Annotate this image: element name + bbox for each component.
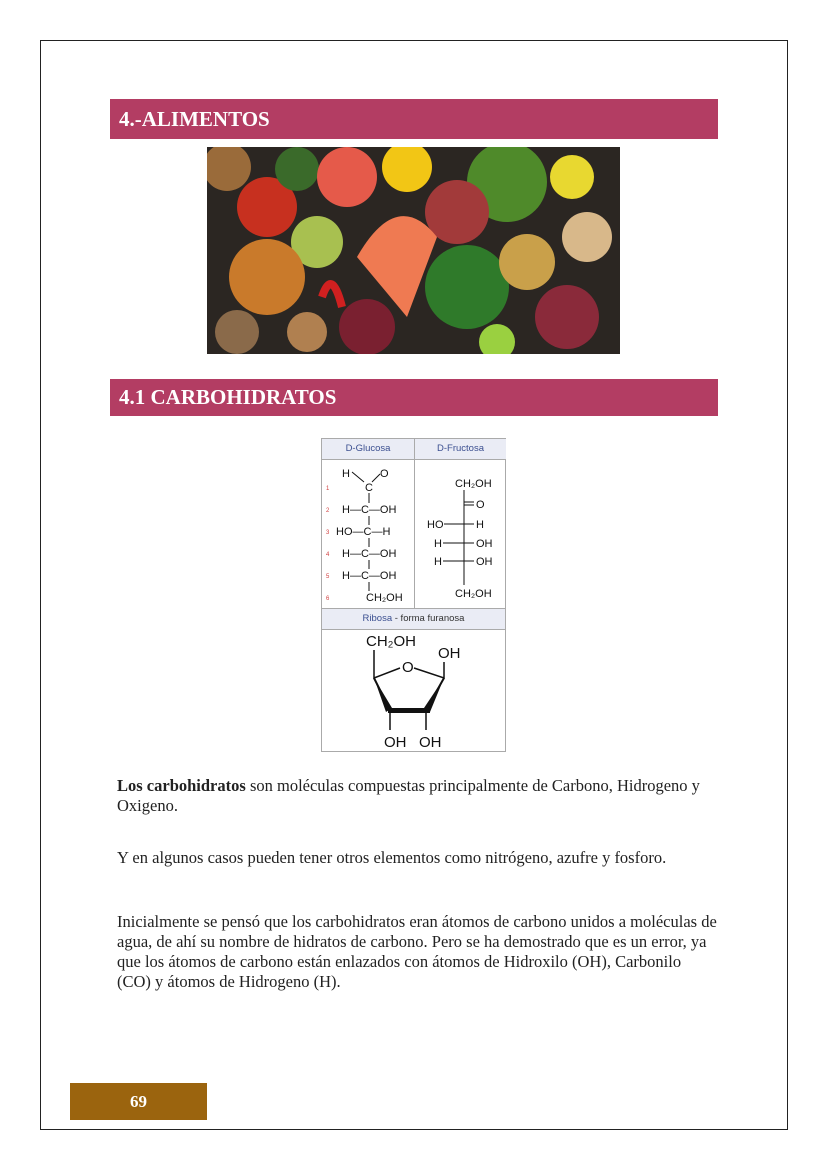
fructose-atom: H: [476, 519, 484, 531]
section-heading: 4.-ALIMENTOS: [110, 99, 718, 139]
glucose-atom: C: [365, 482, 373, 494]
glucose-fructose-structures: [322, 460, 505, 608]
ribose-label: CH₂OH: [366, 633, 416, 650]
subsection-heading: 4.1 CARBOHIDRATOS: [110, 379, 718, 416]
fructose-atom: HO: [427, 519, 444, 531]
ribose-header-name: Ribosa: [362, 613, 393, 624]
fructose-atom: OH: [476, 538, 493, 550]
fructose-header: D-Fructosa: [415, 439, 506, 460]
ribose-label: OH: [419, 734, 442, 751]
ribose-header-suffix: - forma furanosa: [392, 613, 465, 624]
glucose-row: H—C—OH: [342, 504, 397, 516]
fructose-atom: CH₂OH: [455, 588, 492, 600]
paragraph-bold-term: Los carbohidratos: [117, 776, 246, 795]
carbon-number: 6: [326, 596, 330, 602]
ribose-structure: [322, 630, 505, 752]
food-photo: [207, 147, 620, 354]
fructose-atom: CH₂OH: [455, 478, 492, 490]
glucose-atom: H: [342, 468, 350, 480]
paragraph-definition-text: son moléculas compuestas principalmente de Carbono, Hidrogeno y Oxigeno.: [117, 776, 700, 815]
fructose-atom: OH: [476, 556, 493, 568]
ribose-header: [322, 608, 505, 630]
paragraph-history: Inicialmente se pensó que los carbohidratos eran átomos de carbono unidos a moléculas de agua, de ahí su nombre de hidratos de carbono. Pero se ha demostrado que es un error, ya que los átomos de carbono están enlazados con átomos de Hidroxilo (OH), Carbonilo (CO) y átomos de Hidrogeno (H).: [117, 912, 717, 991]
carbon-number: 3: [326, 530, 330, 536]
glucose-row: H—C—OH: [342, 548, 397, 560]
fructose-atom: O: [476, 499, 485, 511]
ribose-label: OH: [384, 734, 407, 751]
carbon-number: 4: [326, 552, 330, 558]
glucose-row: HO—C—H: [336, 526, 391, 538]
carbon-number: 1: [326, 486, 330, 492]
paragraph-other-elements: Y en algunos casos pueden tener otros elementos como nitrógeno, azufre y fosforo.: [117, 848, 667, 867]
carbon-number: 2: [326, 508, 330, 514]
carbon-number: 5: [326, 574, 330, 580]
page-number: 69: [70, 1083, 207, 1120]
ribose-label: OH: [438, 645, 461, 662]
ribose-label: O: [402, 659, 414, 676]
glucose-row: H—C—OH: [342, 570, 397, 582]
fructose-atom: H: [434, 556, 442, 568]
fructose-atom: H: [434, 538, 442, 550]
glucose-header: D-Glucosa: [322, 439, 415, 460]
carbohydrate-structures-table: [321, 438, 506, 752]
glucose-row: CH₂OH: [366, 592, 403, 604]
paragraph-definition: [117, 776, 717, 816]
glucose-atom: O: [380, 468, 389, 480]
